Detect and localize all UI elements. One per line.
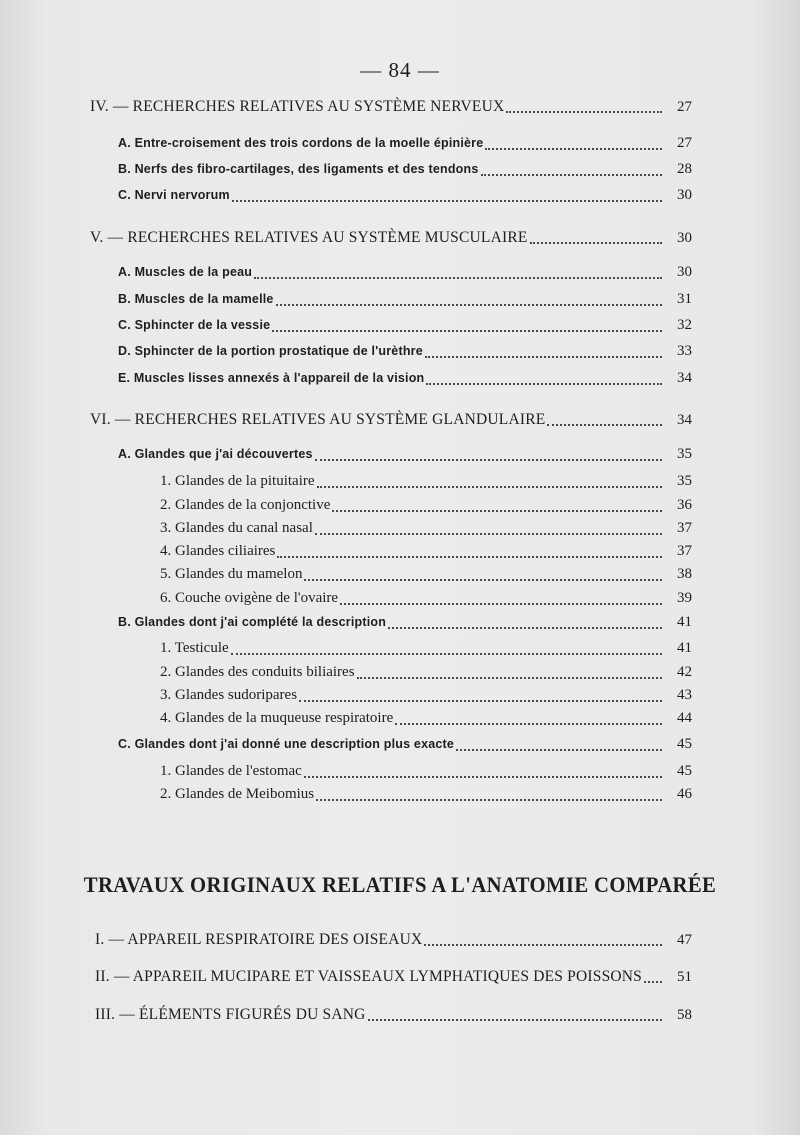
toc-entry — [90, 411, 692, 431]
toc-entry-label: C. Sphincter de la vessie — [118, 318, 271, 332]
toc-entry-label: E. Muscles lisses annexés à l'appareil de la vision — [118, 371, 425, 385]
toc-entry-page: 44 — [677, 710, 692, 726]
leader-dots — [299, 700, 662, 702]
leader-dots — [368, 1019, 662, 1021]
toc-entry-label: 1. Glandes de la pituitaire — [160, 473, 315, 489]
leader-dots — [456, 749, 662, 751]
toc-entry-page: 27 — [677, 99, 692, 115]
leader-dots — [316, 799, 662, 801]
toc-entry-label: C. Glandes dont j'ai donné une description plus exacte — [118, 737, 455, 751]
leader-dots — [547, 424, 662, 426]
leader-dots — [272, 330, 662, 332]
toc-entry-page: 30 — [677, 230, 692, 246]
toc-entry-page: 30 — [677, 187, 692, 203]
toc-entry-page: 45 — [677, 763, 692, 779]
leader-dots — [277, 556, 662, 558]
toc-entry — [118, 370, 692, 390]
toc-entry-page: 37 — [677, 520, 692, 536]
section-heading: TRAVAUX ORIGINAUX RELATIFS A L'ANATOMIE COMPARÉE — [83, 872, 717, 897]
toc-entry — [160, 520, 692, 540]
toc-entry-page: 51 — [677, 969, 692, 985]
leader-dots — [395, 723, 662, 725]
toc-entry-label: III. — ÉLÉMENTS FIGURÉS DU SANG — [95, 1006, 366, 1023]
leader-dots — [644, 981, 662, 983]
toc-entry-label: D. Sphincter de la portion prostatique de l'urèthre — [118, 344, 423, 358]
toc-entry-label: 1. Glandes de l'estomac — [160, 763, 302, 779]
toc-entry-label: 6. Couche ovigène de l'ovaire — [160, 590, 339, 606]
toc-entry — [160, 473, 692, 493]
leader-dots — [426, 383, 662, 385]
toc-entry-label: 2. Glandes de Meibomius — [160, 786, 315, 802]
leader-dots — [506, 111, 662, 113]
toc-entry — [118, 446, 692, 466]
toc-entry-page: 42 — [677, 664, 692, 680]
toc-entry — [160, 763, 692, 783]
toc-entry-page: 43 — [677, 687, 692, 703]
toc-entry — [118, 264, 692, 284]
leader-dots — [315, 459, 662, 461]
toc-entry — [160, 640, 692, 660]
toc-entry-page: 58 — [677, 1007, 692, 1023]
leader-dots — [388, 627, 662, 629]
leader-dots — [317, 486, 662, 488]
toc-entry — [160, 687, 692, 707]
toc-entry-label: IV. — RECHERCHES RELATIVES AU SYSTÈME NERVEUX — [90, 98, 505, 115]
toc-entry-page: 35 — [677, 446, 692, 462]
toc-entry — [118, 736, 692, 756]
toc-entry-page: 47 — [677, 932, 692, 948]
toc-entry — [118, 291, 692, 311]
leader-dots — [276, 304, 662, 306]
toc-entry-page: 34 — [677, 412, 692, 428]
toc-entry-page: 36 — [677, 497, 692, 513]
toc-entry — [160, 664, 692, 684]
toc-entry-page: 33 — [677, 343, 692, 359]
toc-entry-label: C. Nervi nervorum — [118, 188, 230, 202]
leader-dots — [485, 148, 662, 150]
toc-entry — [160, 786, 692, 806]
toc-entry — [118, 343, 692, 363]
toc-entry-label: I. — APPAREIL RESPIRATOIRE DES OISEAUX — [95, 931, 423, 948]
toc-entry-label: V. — RECHERCHES RELATIVES AU SYSTÈME MUSCULAIRE — [90, 229, 528, 246]
toc-entry-page: 34 — [677, 370, 692, 386]
toc-entry — [95, 1006, 692, 1026]
page-number: — 84 — — [360, 58, 440, 82]
toc-entry — [118, 317, 692, 337]
toc-entry-label: 3. Glandes du canal nasal — [160, 520, 313, 536]
leader-dots — [332, 510, 662, 512]
toc-entry-page: 30 — [677, 264, 692, 280]
toc-entry-label: 2. Glandes des conduits biliaires — [160, 664, 355, 680]
toc-entry-label: 4. Glandes de la muqueuse respiratoire — [160, 710, 394, 726]
leader-dots — [530, 242, 662, 244]
toc-entry-page: 41 — [677, 640, 692, 656]
toc-entry-label: VI. — RECHERCHES RELATIVES AU SYSTÈME GLANDULAIRE — [90, 411, 546, 428]
toc-entry-label: B. Glandes dont j'ai complété la description — [118, 615, 387, 629]
toc-entry — [118, 161, 692, 181]
toc-entry-page: 32 — [677, 317, 692, 333]
toc-entry-page: 46 — [677, 786, 692, 802]
toc-entry-label: 3. Glandes sudoripares — [160, 687, 298, 703]
leader-dots — [425, 356, 662, 358]
toc-entry-page: 28 — [677, 161, 692, 177]
toc-entry — [90, 229, 692, 249]
toc-entry-page: 39 — [677, 590, 692, 606]
toc-entry-page: 31 — [677, 291, 692, 307]
toc-entry-label: A. Muscles de la peau — [118, 265, 253, 279]
toc-entry-label: 2. Glandes de la conjonctive — [160, 497, 331, 513]
leader-dots — [304, 776, 662, 778]
toc-entry-label: B. Nerfs des fibro-cartilages, des ligaments et des tendons — [118, 162, 479, 176]
toc-entry-label: 1. Testicule — [160, 640, 229, 656]
toc-entry-label: 5. Glandes du mamelon — [160, 566, 303, 582]
toc-entry-label: B. Muscles de la mamelle — [118, 292, 274, 306]
leader-dots — [481, 174, 662, 176]
leader-dots — [254, 277, 662, 279]
toc-entry — [160, 590, 692, 610]
leader-dots — [357, 677, 662, 679]
toc-entry — [118, 187, 692, 207]
toc-entry — [95, 968, 692, 988]
toc-entry-page: 27 — [677, 135, 692, 151]
toc-entry-label: A. Entre-croisement des trois cordons de la moelle épinière — [118, 136, 484, 150]
toc-entry-label: A. Glandes que j'ai découvertes — [118, 447, 313, 461]
leader-dots — [231, 653, 662, 655]
toc-entry-page: 41 — [677, 614, 692, 630]
toc-entry — [160, 710, 692, 730]
toc-entry — [95, 931, 692, 951]
toc-entry — [118, 614, 692, 634]
toc-entry-label: 4. Glandes ciliaires — [160, 543, 276, 559]
toc-entry-page: 38 — [677, 566, 692, 582]
toc-entry — [118, 135, 692, 155]
toc-entry — [160, 497, 692, 517]
leader-dots — [424, 944, 662, 946]
toc-entry-page: 45 — [677, 736, 692, 752]
toc-entry-page: 35 — [677, 473, 692, 489]
toc-entry-page: 37 — [677, 543, 692, 559]
toc-entry — [160, 543, 692, 563]
leader-dots — [315, 533, 662, 535]
toc-entry — [90, 98, 692, 118]
leader-dots — [304, 579, 662, 581]
leader-dots — [232, 200, 662, 202]
leader-dots — [340, 603, 662, 605]
toc-entry-label: II. — APPAREIL MUCIPARE ET VAISSEAUX LYMPHATIQUES DES POISSONS — [95, 968, 642, 985]
toc-entry — [160, 566, 692, 586]
